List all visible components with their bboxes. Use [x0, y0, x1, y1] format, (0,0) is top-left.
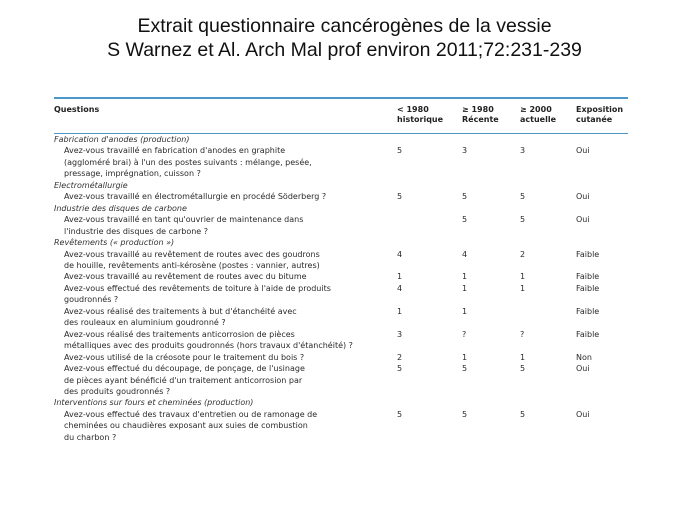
- table-row: [54, 283, 628, 306]
- table-row: [54, 363, 628, 397]
- value-after-2000: 1: [520, 272, 526, 282]
- header-after-1980: [462, 105, 499, 125]
- question-line: Avez-vous effectué du découpage, de ponçage, de l'usinage: [64, 364, 305, 373]
- question-text: [64, 191, 364, 203]
- value-before-1980: 5: [397, 409, 403, 419]
- header-cutanee: cutanée: [576, 115, 613, 124]
- table-top-rule: [54, 97, 628, 99]
- header-recente: Récente: [462, 115, 499, 124]
- question-line: l'industrie des disques de carbone ?: [64, 226, 208, 236]
- value-after-2000: 5: [520, 409, 526, 419]
- value-after-1980: 5: [462, 215, 468, 225]
- header-after-1980-label: [462, 105, 499, 115]
- question-text: [64, 271, 364, 283]
- question-line: du charbon ?: [64, 432, 117, 442]
- value-after-1980: ?: [462, 329, 467, 339]
- value-before-1980: 3: [397, 329, 403, 339]
- question-line: pressage, imprégnation, cuisson ?: [64, 169, 201, 179]
- value-exposition-cutanee: Oui: [576, 215, 590, 225]
- value-after-1980: 3: [462, 146, 468, 156]
- value-exposition-cutanee: Faible: [576, 283, 600, 293]
- value-exposition-cutanee: Oui: [576, 409, 590, 419]
- header-after-1980-symbol: ≥: [462, 105, 469, 114]
- header-historique: historique: [397, 115, 444, 124]
- table-row: [54, 145, 628, 179]
- value-before-1980: 2: [397, 352, 403, 362]
- value-after-1980: 1: [462, 283, 468, 293]
- question-line: cheminées ou chaudières exposant aux suies de combustion: [64, 421, 308, 431]
- question-line: de pièces ayant bénéficié d'un traitement anticorrosion par: [64, 375, 303, 385]
- question-line: Avez-vous réalisé des traitements anticorrosion de pièces: [64, 329, 295, 339]
- question-line: métalliques avec des produits goudronnés (hors travaux d'étanchéité) ?: [64, 341, 353, 351]
- header-after-2000: [520, 105, 556, 125]
- value-after-1980: 5: [462, 192, 468, 202]
- question-line: des rouleaux en aluminium goudronné ?: [64, 318, 226, 328]
- value-before-1980: 1: [397, 272, 403, 282]
- title-line-2: S Warnez et Al. Arch Mal prof environ 2011;72:231-239: [107, 39, 582, 61]
- value-after-2000: 2: [520, 249, 526, 259]
- value-exposition-cutanee: Faible: [576, 329, 600, 339]
- value-before-1980: 5: [397, 364, 403, 373]
- value-exposition-cutanee: Oui: [576, 364, 590, 373]
- question-line: Avez-vous travaillé au revêtement de routes avec des goudrons: [64, 249, 320, 259]
- value-before-1980: 4: [397, 249, 403, 259]
- question-text: [64, 306, 364, 329]
- question-line: Avez-vous travaillé en fabrication d'anodes en graphite: [64, 146, 286, 156]
- category-heading: Electrométallurgie: [54, 180, 128, 190]
- category-heading: Revêtements (« production »): [54, 238, 175, 248]
- title-line-1: Extrait questionnaire cancérogènes de la vessie: [137, 15, 552, 37]
- value-after-1980: 1: [462, 306, 468, 316]
- category-heading: Industrie des disques de carbone: [54, 203, 187, 213]
- value-after-1980: 1: [462, 352, 468, 362]
- value-exposition-cutanee: Non: [576, 352, 592, 362]
- question-line: Avez-vous effectué des revêtements de toiture à l'aide de produits: [64, 283, 331, 293]
- header-actuelle: actuelle: [520, 115, 556, 124]
- value-after-2000: 3: [520, 146, 526, 156]
- table-row: [54, 271, 628, 282]
- header-before-1980-label: < 1980: [397, 105, 429, 114]
- value-before-1980: 5: [397, 192, 403, 202]
- value-after-2000: 1: [520, 283, 526, 293]
- question-text: [64, 409, 364, 444]
- question-line: Avez-vous travaillé en électrométallurgie en procédé Söderberg ?: [64, 192, 327, 202]
- value-after-1980: 4: [462, 249, 468, 259]
- value-after-1980: 1: [462, 272, 468, 282]
- question-line: Avez-vous travaillé en tant qu'ouvrier de maintenance dans: [64, 215, 304, 225]
- question-line: goudronnés ?: [64, 295, 119, 305]
- question-line: Avez-vous réalisé des traitements à but d'étanchéité avec: [64, 306, 297, 316]
- question-text: [64, 283, 364, 306]
- table-row: [54, 249, 628, 272]
- question-line: Avez-vous utilisé de la créosote pour le traitement du bois ?: [64, 352, 305, 362]
- value-exposition-cutanee: Faible: [576, 249, 600, 259]
- header-after-1980-year: 1980: [468, 105, 494, 114]
- question-text: [64, 352, 364, 364]
- table-row: [54, 329, 628, 352]
- category-heading: Fabrication d'anodes (production): [54, 135, 190, 144]
- table-row: [54, 352, 628, 363]
- table-row: [54, 306, 628, 329]
- value-after-2000: ?: [520, 329, 525, 339]
- category-heading: Interventions sur fours et cheminées (production): [54, 398, 254, 408]
- question-line: Avez-vous effectué des travaux d'entretien ou de ramonage de: [64, 409, 318, 419]
- table-row: [54, 214, 628, 237]
- header-exposition-label: Exposition: [576, 105, 624, 114]
- value-after-2000: 5: [520, 364, 526, 373]
- value-exposition-cutanee: Faible: [576, 272, 600, 282]
- value-after-1980: 5: [462, 364, 468, 373]
- value-before-1980: 1: [397, 306, 403, 316]
- header-before-1980: [397, 105, 443, 125]
- value-exposition-cutanee: Oui: [576, 192, 590, 202]
- question-text: [64, 363, 364, 398]
- value-before-1980: 4: [397, 283, 403, 293]
- question-line: Avez-vous travaillé au revêtement de routes avec du bitume: [64, 272, 307, 282]
- header-after-2000-label: ≥ 2000: [520, 105, 552, 114]
- table-row: [54, 409, 628, 443]
- value-exposition-cutanee: Oui: [576, 146, 590, 156]
- question-line: des produits goudronnés ?: [64, 387, 171, 396]
- value-after-2000: 1: [520, 352, 526, 362]
- value-after-1980: 5: [462, 409, 468, 419]
- value-before-1980: 5: [397, 146, 403, 156]
- table-row: [54, 191, 628, 202]
- question-line: de houille, revêtements anti-kérosène (postes : vannier, autres): [64, 261, 320, 270]
- value-after-2000: 5: [520, 215, 526, 225]
- header-exposition: [576, 105, 623, 125]
- question-line: (aggloméré brai) à l'un des postes suivants : mélange, pesée,: [64, 157, 312, 167]
- value-after-2000: 5: [520, 192, 526, 202]
- question-text: [64, 249, 364, 272]
- question-text: [64, 214, 364, 237]
- slide-title: [0, 14, 689, 62]
- question-text: [64, 145, 364, 180]
- value-exposition-cutanee: Faible: [576, 306, 600, 316]
- header-questions: Questions: [54, 105, 100, 114]
- question-text: [64, 329, 364, 352]
